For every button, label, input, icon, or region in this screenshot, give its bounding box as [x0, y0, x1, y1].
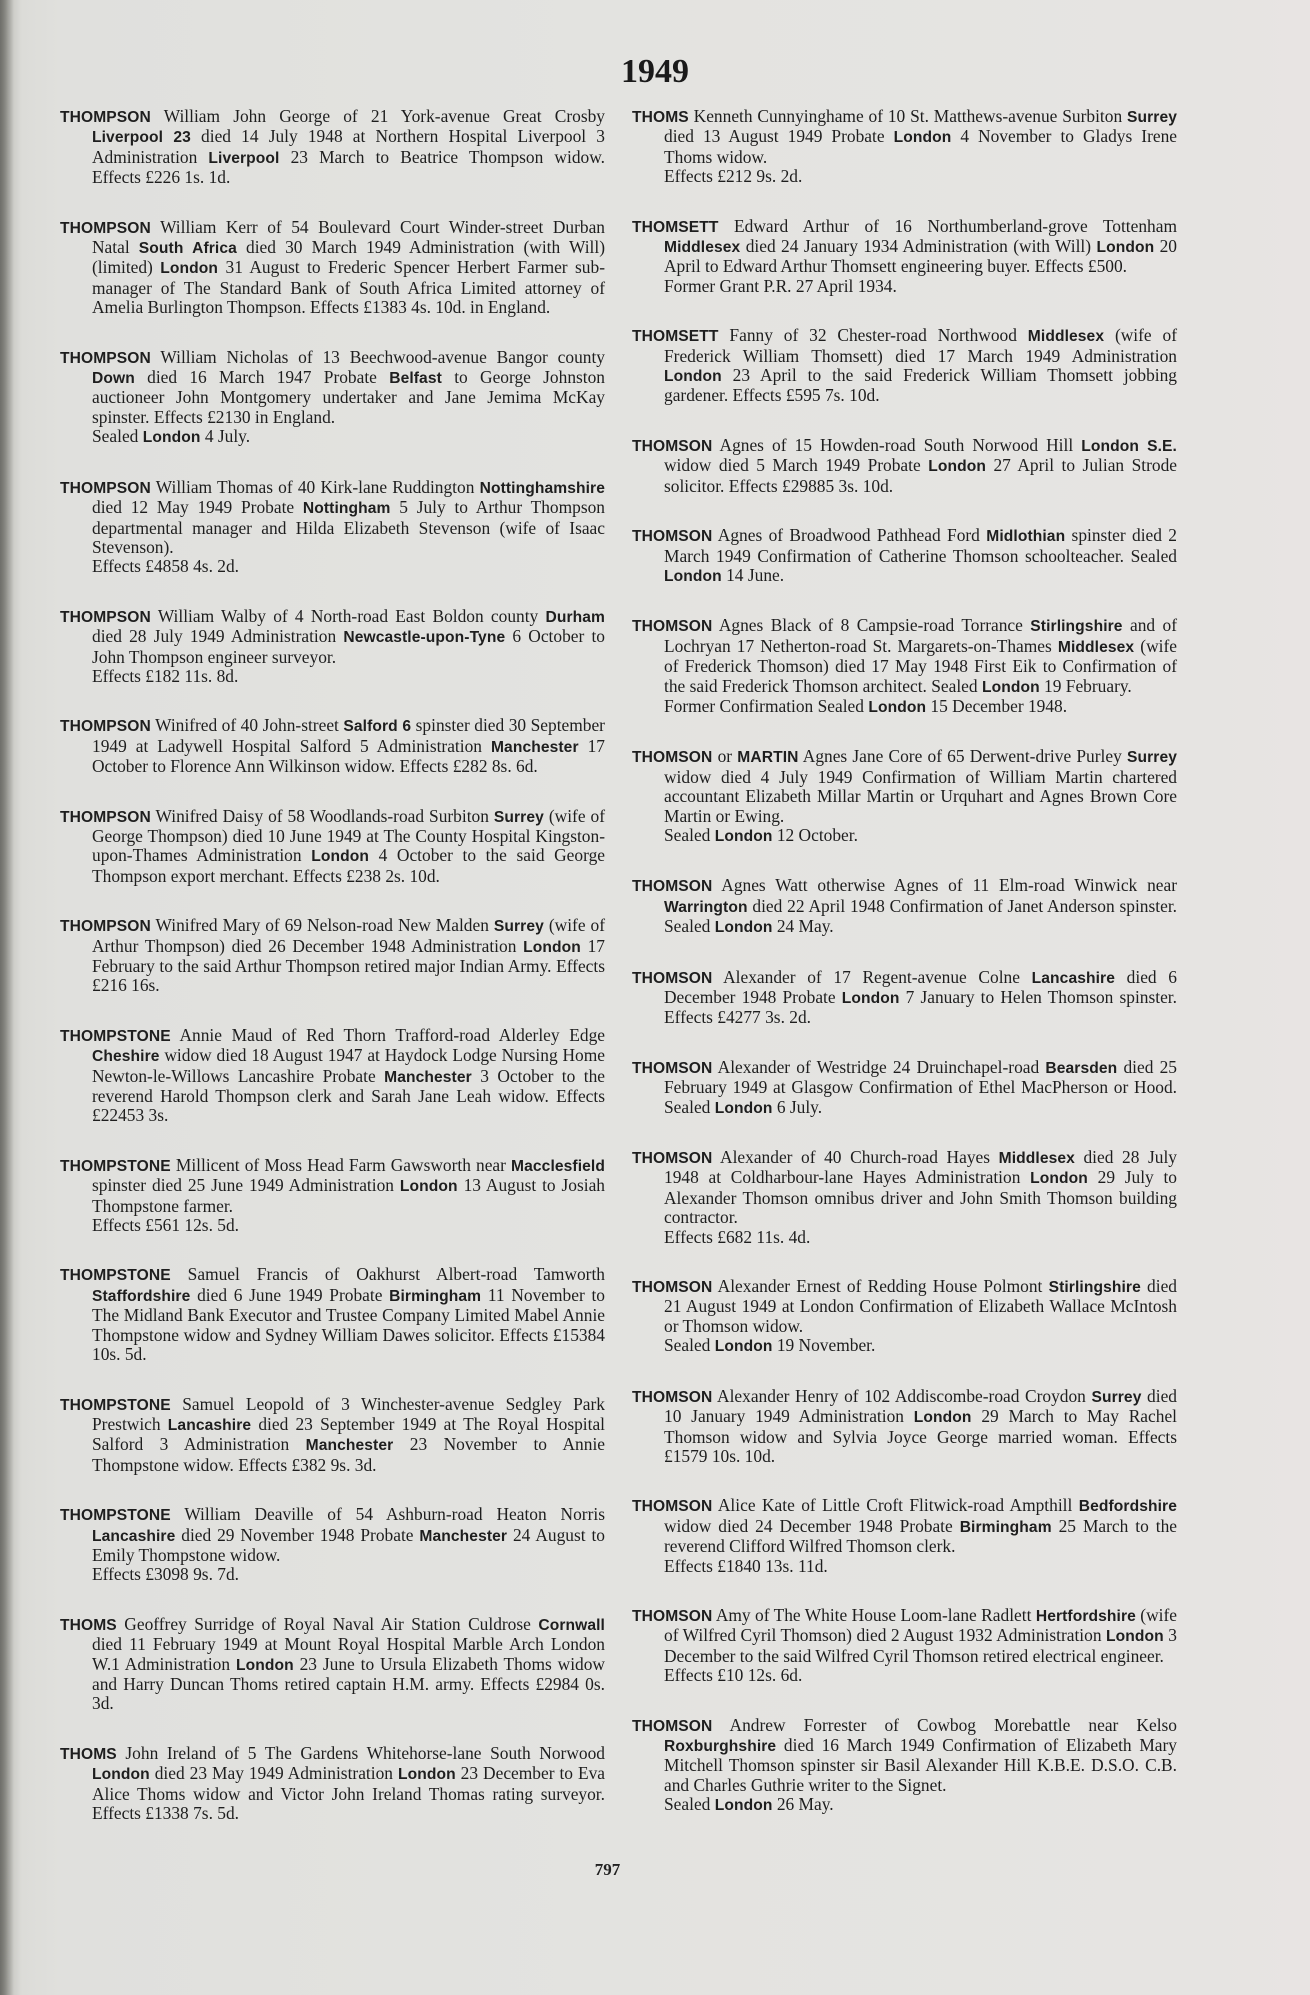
entry-text: Alexander of 17 Regent-avenue Colne	[712, 966, 1032, 987]
entry-text: Effects £10 12s. 6d.	[664, 1665, 803, 1686]
entry-text: 4 July.	[200, 426, 251, 447]
entry-text: Sealed	[92, 426, 143, 447]
entry-text: 6 July.	[772, 1096, 823, 1117]
register-entry	[60, 1156, 605, 1236]
entry-text: Winifred of 40 John-street	[150, 715, 344, 736]
entry-text: Sealed	[664, 1335, 715, 1356]
entry-text: Amy of The White House Loom-lane Radlett	[712, 1604, 1036, 1625]
entry-bold-place: London	[1096, 239, 1155, 257]
register-entry	[632, 968, 1177, 1028]
entry-text: Millicent of Moss Head Farm Gawsworth near	[170, 1154, 512, 1175]
register-entry	[60, 478, 605, 577]
entry-text: 3 October to the reverend Harold Thompson clerk and Sarah Jane Leah widow. Effects £22453 3s.	[92, 1065, 605, 1126]
entry-surname: THOMSON	[632, 1150, 713, 1168]
entry-bold-place: Middlesex	[998, 1150, 1075, 1168]
entry-text: Former Confirmation Sealed	[664, 695, 869, 716]
entry-bold-place: Manchester	[305, 1437, 394, 1455]
entry-bold-place: Newcastle-upon-Tyne	[343, 629, 506, 647]
register-entry	[60, 1395, 605, 1476]
entry-text: 5 July to Arthur Thompson departmental manager and Hilda Elizabeth Stevenson (wife of Isaac Stevenson).	[92, 497, 605, 557]
entry-text: and of Lochryan 17 Netherton-road St. Margarets-on-Thames	[664, 615, 1177, 656]
entry-text: widow died 24 December 1948 Probate	[664, 1515, 960, 1536]
entry-text: 20 April to Edward Arthur Thomsett engineering buyer. Effects £500.	[664, 236, 1177, 277]
entry-text: 15 December 1948.	[926, 695, 1068, 716]
entry-bold-place: Roxburghshire	[664, 1737, 777, 1755]
entry-bold-place: London	[235, 1656, 294, 1674]
entry-text: 23 November to Annie Thompstone widow. Effects £382 9s. 3d.	[92, 1434, 606, 1475]
entry-text: or	[712, 746, 738, 767]
entry-bold-place: London	[311, 848, 369, 866]
register-entry	[632, 1496, 1177, 1576]
entry-surname: THOMPSON	[60, 479, 151, 497]
entry-text: died 23 May 1949 Administration	[149, 1763, 398, 1784]
entry-text: 26 May.	[772, 1794, 834, 1815]
entry-text: William Deaville of 54 Ashburn-road Heaton Norris	[170, 1504, 605, 1525]
entry-text: died 6 June 1949 Probate	[190, 1284, 390, 1305]
entry-surname: THOMSETT	[632, 218, 719, 236]
entry-text: Winifred Daisy of 58 Woodlands-road Surbiton	[150, 805, 494, 826]
register-entry	[632, 876, 1177, 937]
register-entry	[632, 217, 1177, 297]
entry-surname: THOMPSTONE	[60, 1027, 171, 1045]
entry-bold-place: Bedfordshire	[1078, 1498, 1177, 1516]
entry-bold-place: Stirlingshire	[1030, 618, 1123, 636]
register-entry	[632, 1277, 1177, 1357]
entry-text: William Thomas of 40 Kirk-lane Ruddington	[150, 476, 480, 497]
entry-bold-place: London	[981, 678, 1040, 696]
entry-text: 23 April to the said Frederick William Thomsett jobbing gardener. Effects £595 7s. 10d.	[664, 365, 1177, 406]
page-year-heading: 1949	[621, 53, 689, 90]
entry-text: (wife of Arthur Thompson) died 26 December 1948 Administration	[92, 915, 606, 956]
entry-bold-place: Birmingham	[389, 1287, 482, 1305]
entry-bold-place: MARTIN	[737, 749, 799, 767]
entry-surname: THOMSON	[632, 437, 713, 455]
entry-surname: THOMS	[60, 1745, 117, 1763]
entry-bold-place: Cheshire	[92, 1048, 160, 1066]
entry-text: William Kerr of 54 Boulevard Court Winder-street Durban Natal	[92, 216, 605, 258]
entry-text: 14 June.	[721, 564, 785, 585]
entry-text: William John George of 21 York-avenue Great Crosby	[150, 106, 605, 126]
entry-bold-place: Manchester	[419, 1527, 508, 1545]
register-entry	[632, 326, 1177, 406]
entry-text: died 21 August 1949 at London Confirmation of Elizabeth Wallace McIntosh or Thomson widow.	[664, 1276, 1177, 1336]
right-column	[632, 107, 1177, 1846]
entry-bold-place: Midlothian	[986, 528, 1066, 546]
entry-surname: THOMPSON	[60, 718, 151, 736]
entry-bold-place: Nottinghamshire	[479, 479, 605, 497]
register-entry	[60, 1615, 605, 1714]
entry-text: Geoffrey Surridge of Royal Naval Air Station Culdrose	[116, 1613, 539, 1634]
entry-text: 27 April to Julian Strode solicitor. Effects £29885 3s. 10d.	[664, 455, 1177, 496]
register-entry	[60, 1026, 605, 1126]
entry-text: died 23 September 1949 at The Royal Hospital Salford 3 Administration	[92, 1413, 605, 1455]
entry-text: widow died 5 March 1949 Probate	[664, 455, 929, 476]
entry-surname: THOMPSON	[60, 349, 151, 367]
entry-text: 19 November.	[772, 1335, 876, 1356]
entry-bold-place: Manchester	[384, 1068, 472, 1086]
entry-text: 29 July to Alexander Thomson omnibus driver and John Smith Thomson building contractor.	[664, 1167, 1178, 1228]
entry-bold-place: Liverpool 23	[92, 129, 191, 147]
entry-bold-place: Salford 6	[343, 718, 412, 736]
entry-text: died 16 March 1949 Confirmation of Elizabeth Mary Mitchell Thomson spinster sir Basil Alexander Hill K.B.E. D.S.O. C.B. and Charles Guthrie writer to the Signet.	[664, 1734, 1177, 1795]
entry-text: 19 February.	[1039, 675, 1132, 696]
entry-bold-place: Birmingham	[959, 1518, 1052, 1536]
entry-text: 12 October.	[772, 824, 858, 845]
entry-surname: THOMSON	[632, 1717, 713, 1735]
entry-surname: THOMS	[60, 1616, 117, 1634]
entry-bold-place: London	[664, 368, 722, 386]
entry-text: died 30 March 1949 Administration (with Will) (limited)	[92, 237, 606, 278]
register-entry	[60, 916, 605, 996]
entry-text: Effects £182 11s. 8d.	[92, 665, 239, 686]
entry-text: 29 March to May Rachel Thomson widow and Sylvia Joyce George married woman. Effects £1579 10s. 10d.	[664, 1406, 1177, 1466]
entry-text: William Walby of 4 North-road East Boldon county	[150, 605, 546, 626]
entry-bold-place: Staffordshire	[92, 1287, 191, 1305]
entry-text: 7 January to Helen Thomson spinster. Effects £4277 3s. 2d.	[664, 987, 1177, 1028]
entry-text: William Nicholas of 13 Beechwood-avenue Bangor county	[150, 346, 605, 367]
entry-bold-place: Middlesex	[664, 239, 741, 257]
register-entry	[60, 107, 605, 188]
entry-surname: THOMPSON	[60, 109, 151, 126]
entry-text: (wife of Wilfred Cyril Thomson) died 2 August 1932 Administration	[664, 1604, 1178, 1646]
entry-text: died 12 May 1949 Probate	[92, 497, 303, 518]
entry-bold-place: London	[1030, 1170, 1088, 1188]
entry-text: Fanny of 32 Chester-road Northwood	[718, 325, 1028, 346]
entry-text: (wife of George Thompson) died 10 June 1949 at The County Hospital Kingston-upon-Thames Administration	[92, 805, 605, 866]
entry-text: Agnes of 15 Howden-road South Norwood Hill	[712, 434, 1082, 455]
entry-text: Former Grant P.R. 27 April 1934.	[664, 275, 897, 296]
entry-surname: THOMS	[632, 109, 689, 126]
entry-text: Alexander Henry of 102 Addiscombe-road Croydon	[712, 1385, 1092, 1406]
entry-bold-place: London	[142, 429, 201, 447]
register-entry	[632, 1387, 1177, 1467]
entry-text: Samuel Leopold of 3 Winchester-avenue Sedgley Park Prestwich	[92, 1393, 605, 1434]
entry-text: Samuel Francis of Oakhurst Albert-road Tamworth	[170, 1264, 605, 1285]
entry-text: 11 November to The Midland Bank Executor and Trustee Company Limited Mabel Annie Thompstone widow and Sydney William Dawes solicitor. Effects £15384 10s. 5d.	[92, 1284, 605, 1365]
register-entry	[60, 348, 605, 448]
entry-bold-place: London S.E.	[1081, 437, 1177, 455]
entry-text: died 14 July 1948 at Northern Hospital Liverpool 3 Administration	[92, 126, 605, 167]
entry-bold-place: Bearsden	[1045, 1059, 1118, 1077]
entry-text: widow died 4 July 1949 Confirmation of William Martin chartered accountant Elizabeth Millar Martin or Urquhart and Agnes Brown Core Martin or Ewing.	[664, 766, 1177, 826]
entry-text: Effects £212 9s. 2d.	[664, 166, 803, 187]
entry-text: 4 November to Gladys Irene Thoms widow.	[664, 126, 1177, 167]
register-entry	[60, 1265, 605, 1364]
entry-text: John Ireland of 5 The Gardens Whitehorse-lane South Norwood	[116, 1742, 605, 1763]
entry-surname: THOMPSTONE	[60, 1507, 171, 1525]
register-entry	[632, 616, 1177, 717]
entry-surname: THOMSON	[632, 1498, 713, 1516]
entry-text: Winifred Mary of 69 Nelson-road New Malden	[150, 915, 494, 936]
entry-bold-place: Surrey	[1126, 749, 1177, 767]
entry-surname: THOMSON	[632, 1059, 713, 1077]
entry-text: 31 August to Frederic Spencer Herbert Farmer sub-manager of The Standard Bank of South Africa Limited attorney of Amelia Burlington Thompson. Effects £1383 4s. 10d. in England.	[92, 257, 605, 318]
entry-surname: THOMSON	[632, 618, 713, 636]
entry-text: (wife of Frederick William Thomsett) died 17 March 1949 Administration	[664, 325, 1178, 366]
entry-text: died 25 February 1949 at Glasgow Confirmation of Ethel MacPherson or Hood. Sealed	[664, 1056, 1178, 1117]
register-entry	[632, 1606, 1177, 1686]
register-entry	[632, 1716, 1177, 1816]
entry-text: Alice Kate of Little Croft Flitwick-road Ampthill	[712, 1495, 1079, 1516]
entry-bold-place: London	[841, 990, 900, 1007]
entry-bold-place: London	[714, 1797, 773, 1815]
entry-surname: THOMPSON	[60, 219, 151, 237]
entry-bold-place: London	[92, 1766, 150, 1784]
entry-text: spinster died 25 June 1949 Administration	[92, 1175, 400, 1196]
entry-bold-place: Stirlingshire	[1048, 1279, 1141, 1297]
entry-text: Agnes Watt otherwise Agnes of 11 Elm-road Winwick near	[712, 875, 1177, 896]
entry-bold-place: London	[928, 458, 986, 476]
entry-bold-place: London	[1106, 1628, 1164, 1646]
entry-text: (wife of Frederick Thomson) died 17 May 1948 First Eik to Confirmation of the said Frederick Thomson architect. Sealed	[664, 635, 1177, 696]
entry-surname: THOMPSTONE	[60, 1267, 171, 1285]
entry-text: 23 June to Ursula Elizabeth Thoms widow and Harry Duncan Thoms retired captain H.M. army. Effects £2984 0s. 3d.	[92, 1653, 605, 1714]
entry-bold-place: London	[714, 1099, 773, 1117]
entry-text: died 22 April 1948 Confirmation of Janet Anderson spinster. Sealed	[664, 895, 1177, 937]
entry-text: Effects £682 11s. 4d.	[664, 1226, 811, 1247]
entry-surname: THOMPSON	[60, 918, 151, 936]
entry-text: 25 March to the reverend Clifford Wilfred Thomson clerk.	[664, 1515, 1177, 1557]
entry-bold-place: London	[868, 698, 927, 716]
entry-bold-place: London	[399, 1178, 458, 1196]
register-entry	[632, 747, 1177, 846]
entry-bold-place: London	[714, 919, 773, 937]
register-entry	[632, 1058, 1177, 1118]
entry-text: 3 December to the said Wilfred Cyril Thomson retired electrical engineer.	[664, 1625, 1177, 1666]
entry-text: 24 May.	[772, 916, 834, 937]
entry-bold-place: Middlesex	[1027, 328, 1105, 346]
entry-surname: THOMSON	[632, 749, 713, 767]
entry-bold-place: Surrey	[1126, 109, 1177, 126]
entry-text: died 13 August 1949 Probate	[664, 126, 894, 147]
entry-text: Effects £3098 9s. 7d.	[92, 1564, 239, 1585]
entry-bold-place: London	[893, 129, 952, 147]
register-entry	[60, 607, 605, 687]
entry-bold-place: London	[714, 827, 773, 845]
entry-surname: THOMSON	[632, 1607, 713, 1625]
entry-surname: THOMSETT	[632, 328, 719, 346]
entry-surname: THOMPSON	[60, 608, 151, 626]
entry-text: 23 March to Beatrice Thompson widow. Effects £226 1s. 1d.	[92, 146, 605, 188]
entry-surname: THOMSON	[632, 1388, 713, 1406]
register-entry	[60, 1744, 605, 1824]
entry-surname: THOMSON	[632, 878, 713, 896]
entry-bold-place: Macclesfield	[511, 1157, 605, 1175]
entry-bold-place: London	[397, 1766, 456, 1784]
entry-text: Agnes of Broadwood Pathhead Ford	[712, 525, 987, 546]
entry-text: Sealed	[664, 1794, 715, 1815]
entry-text: died 11 February 1949 at Mount Royal Hospital Marble Arch London W.1 Administration	[92, 1634, 605, 1674]
entry-text: died 10 January 1949 Administration	[664, 1385, 1177, 1427]
entry-text: Sealed	[664, 824, 715, 845]
entry-text: Agnes Jane Core of 65 Derwent-drive Purley	[798, 746, 1127, 767]
entry-bold-place: London	[913, 1409, 972, 1427]
entry-text: died 28 July 1948 at Coldharbour-lane Hayes Administration	[664, 1147, 1177, 1188]
entry-bold-place: Lancashire	[1031, 969, 1115, 987]
entry-surname: THOMPSON	[60, 808, 151, 826]
entry-surname: THOMPSTONE	[60, 1157, 171, 1175]
entry-bold-place: London	[160, 260, 219, 278]
entry-text: Annie Maud of Red Thorn Trafford-road Alderley Edge	[170, 1024, 605, 1045]
register-entry	[632, 1148, 1177, 1247]
register-entry	[632, 526, 1177, 586]
page-number: 797	[594, 1860, 621, 1880]
entry-text: Andrew Forrester of Cowbog Morebattle near Kelso	[712, 1714, 1177, 1735]
entry-text: 13 August to Josiah Thompstone farmer.	[92, 1175, 605, 1216]
entry-bold-place: Hertfordshire	[1035, 1607, 1136, 1625]
entry-text: Effects £4858 4s. 2d.	[92, 556, 239, 577]
left-column	[60, 107, 605, 1853]
entry-text: died 24 January 1934 Administration (with Will)	[740, 236, 1097, 257]
entry-bold-place: Cornwall	[538, 1616, 605, 1634]
entry-bold-place: Belfast	[389, 370, 442, 388]
entry-text: Alexander of Westridge 24 Druinchapel-road	[712, 1056, 1046, 1077]
entry-text: 17 February to the said Arthur Thompson retired major Indian Army. Effects £216 16s.	[92, 935, 605, 996]
entry-surname: THOMPSTONE	[60, 1396, 171, 1414]
register-entry	[60, 218, 605, 318]
entry-text: Agnes Black of 8 Campsie-road Torrance	[712, 615, 1031, 636]
entry-bold-place: Surrey	[493, 808, 544, 826]
entry-text: 24 August to Emily Thompstone widow.	[92, 1524, 605, 1565]
entry-bold-place: Lancashire	[92, 1527, 176, 1545]
entry-text: died 29 November 1948 Probate	[175, 1524, 420, 1545]
entry-text: widow died 18 August 1947 at Haydock Lodge Nursing Home Newton-le-Willows Lancashire Probate	[92, 1045, 605, 1086]
entry-text: died 16 March 1947 Probate	[134, 367, 390, 388]
register-entry	[632, 436, 1177, 496]
entry-text: Effects £1840 13s. 11d.	[664, 1555, 828, 1576]
entry-surname: THOMSON	[632, 528, 713, 546]
register-entry	[60, 716, 605, 776]
entry-bold-place: Surrey	[493, 918, 544, 936]
entry-text: 6 October to John Thompson engineer surveyor.	[92, 626, 605, 667]
entry-bold-place: Lancashire	[167, 1416, 252, 1434]
entry-text: Alexander Ernest of Redding House Polmont	[712, 1276, 1049, 1297]
entry-bold-place: Surrey	[1091, 1388, 1142, 1406]
entry-bold-place: Manchester	[490, 738, 579, 756]
entry-text: Edward Arthur of 16 Northumberland-grove Tottenham	[718, 215, 1177, 236]
entry-text: 4 October to the said George Thompson export merchant. Effects £238 2s. 10d.	[92, 845, 605, 886]
entry-text: Alexander of 40 Church-road Hayes	[712, 1147, 999, 1168]
register-entry	[60, 1505, 605, 1585]
entry-text: to George Johnston auctioneer John Montgomery undertaker and Jane Jemima McKay spinster. Effects £2130 in England.	[92, 367, 606, 427]
entry-text: 17 October to Florence Ann Wilkinson widow. Effects £282 8s. 6d.	[92, 735, 605, 777]
entry-bold-place: Down	[92, 370, 135, 388]
entry-text: Kenneth Cunnyinghame of 10 St. Matthews-avenue Surbiton	[688, 106, 1127, 126]
entry-bold-place: Warrington	[664, 898, 748, 916]
entry-bold-place: Liverpool	[208, 149, 280, 167]
entry-bold-place: Middlesex	[1057, 638, 1135, 656]
register-entry	[60, 807, 605, 887]
entry-bold-place: Nottingham	[302, 500, 391, 518]
entry-bold-place: London	[714, 1338, 773, 1356]
entry-bold-place: Durham	[545, 608, 605, 626]
columns	[0, 107, 1310, 1853]
entry-text: died 6 December 1948 Probate	[664, 966, 1177, 1007]
entry-text: 23 December to Eva Alice Thoms widow and Victor John Ireland Thomas rating surveyor. Effects £1338 7s. 5d.	[92, 1763, 605, 1823]
entry-text: spinster died 30 September 1949 at Ladywell Hospital Salford 5 Administration	[92, 715, 605, 756]
entry-surname: THOMSON	[632, 969, 713, 987]
register-entry	[632, 107, 1177, 187]
entry-bold-place: South Africa	[138, 240, 237, 258]
entry-text: Effects £561 12s. 5d.	[92, 1215, 239, 1236]
entry-bold-place: London	[664, 567, 722, 585]
entry-text: spinster died 2 March 1949 Confirmation of Catherine Thomson schoolteacher. Sealed	[664, 525, 1177, 566]
entry-surname: THOMSON	[632, 1279, 713, 1297]
entry-bold-place: London	[523, 938, 581, 956]
entry-text: died 28 July 1949 Administration	[92, 626, 344, 647]
